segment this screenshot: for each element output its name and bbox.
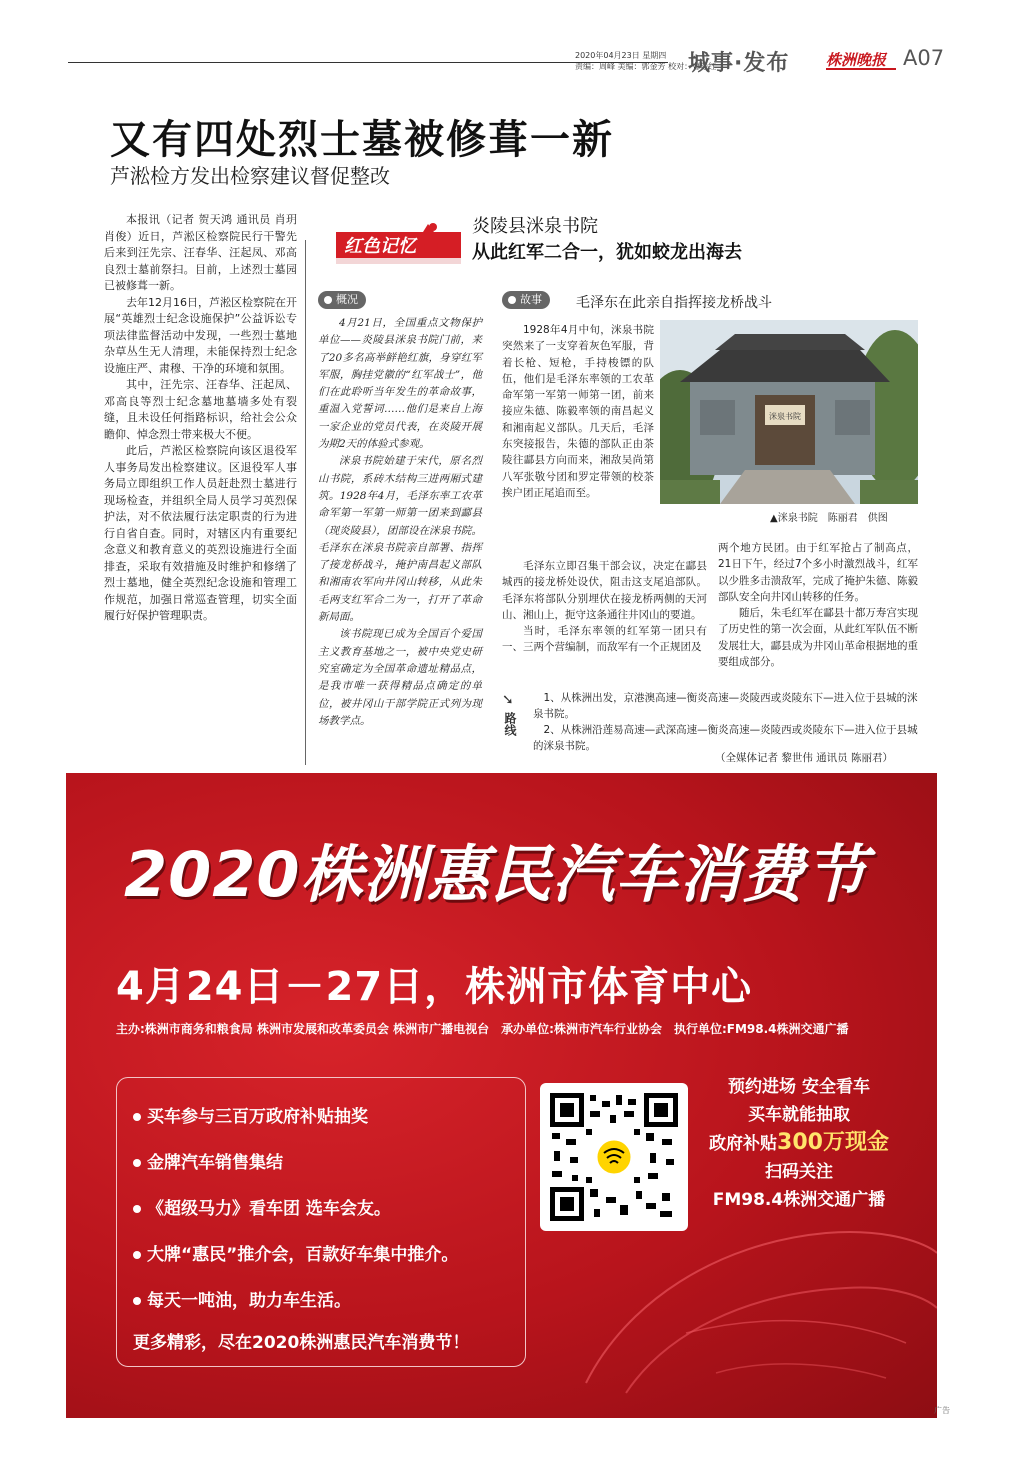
article-paragraph: 去年12月16日，芦淞区检察院在开展“英雄烈士纪念设施保护”公益诉讼专项法律监督活动中发现，一些烈士墓地杂草丛生无人清理，未能保持烈士纪念设施庄严、肃穆、干净的环境和氛围。: [104, 295, 297, 375]
date-line: 2020年04月23日 星期四: [575, 51, 667, 60]
ad-right-block: [684, 1073, 914, 1214]
article-paragraph: 其中，汪先宗、汪春华、汪起凤、邓高良等烈士纪念墓地墓墙多处有裂缝，且未设任何指路标识，给社会公众瞻仰、悼念烈士带来极大不便。: [104, 378, 297, 441]
page-number: A07: [903, 46, 945, 70]
academy-photo: [660, 320, 918, 504]
column-divider: [305, 240, 306, 765]
bullet-icon: [133, 1159, 141, 1167]
overview-paragraph: 4月21日，全国重点文物保护单位——炎陵县洣泉书院门前，来了20多名高举鲜艳红旗，身穿红军军服，胸挂党徽的“红军战士”，他们在此聆听当年发生的革命故事，重温入党誓词……他们是来自上海一家企业的党员代表，在炎陵开展为期2天的体验式参观。: [318, 317, 482, 451]
overview-body: [318, 315, 482, 730]
route-label-text: 路线: [503, 712, 517, 736]
arrow-icon: ➘: [502, 692, 514, 708]
ad-date-place: 4月24日－27日，株洲市体育中心: [116, 964, 753, 1010]
photo-sign: 洣泉书院: [769, 412, 801, 421]
route-line: 2、从株洲沿莲易高速—武深高速—衡炎高速—炎陵西或炎陵东下—进入位于县城的洣泉书院。: [533, 724, 918, 752]
ad-mark: 广告: [934, 1406, 950, 1415]
subheadline: 芦淞检方发出检察建议督促整改: [110, 164, 390, 188]
section-name: 城事·发布: [688, 51, 790, 76]
ad-right-line: 政府补贴300万现金: [709, 1130, 889, 1155]
ad-item: 大牌“惠民”推介会，百款好车集中推介。: [133, 1240, 458, 1265]
ad-right-line: 预约进场 安全看车: [728, 1077, 870, 1097]
route-line: 1、从株洲出发，京港澳高速—衡炎高速—炎陵西或炎陵东下—进入位于县城的洣泉书院。: [533, 692, 918, 720]
route-text: [533, 690, 921, 754]
story-tag: 故事: [502, 291, 550, 309]
ad-right-line: FM98.4株洲交通广播: [712, 1190, 886, 1210]
headline: 又有四处烈士墓被修葺一新: [110, 117, 614, 163]
ad-item: 买车参与三百万政府补贴抽奖: [133, 1102, 368, 1127]
route-label: [502, 692, 526, 752]
story-paragraph: 毛泽东立即召集干部会议，决定在酃县城西的接龙桥处设伏，阻击这支尾追部队。毛泽东将部队分别埋伏在接龙桥两侧的天河山、湘山上，扼守这条通往井冈山的要道。: [502, 560, 707, 621]
ad-hosts: 主办:株洲市商务和粮食局 株洲市发展和改革委员会 株洲市广播电视台 承办单位:株洲市汽车行业协会 执行单位:FM98.4株洲交通广播: [116, 1022, 849, 1036]
feature-credit: （全媒体记者 黎世伟 通讯员 陈丽君）: [715, 752, 894, 764]
story-body-3: [718, 540, 918, 670]
article-paragraph: 本报讯（记者 贺天鸿 通讯员 肖玥 肖俊）近日，芦淞区检察院民行干警先后来到汪先宗、汪春华、汪起凤、邓高良烈士墓前祭扫。目前，上述烈士墓园已被修葺一新。: [104, 213, 297, 292]
story-paragraph: 当时，毛泽东率领的红军第一团只有一、三两个营编制，而敌军有一个正规团及: [502, 625, 707, 654]
ad-item: 金牌汽车销售集结: [133, 1148, 283, 1173]
article-paragraph: 此后，芦淞区检察院向该区退役军人事务局发出检察建议。区退役军人事务局立即组织工作人员赶赴烈士墓进行现场检查，并组织全局人员学习英烈保护法，对不依法履行法定职责的行为进行自省自查。同时，对辖区内有重要纪念意义和教育意义的英烈设施进行全面排查，采取有效措施及时维护和修缮了烈士墓地，健全英烈纪念设施和管理工作规范，加强日常巡查管理，切实全面履行好保护管理职责。: [104, 444, 297, 622]
bullet-icon: [133, 1297, 141, 1305]
ad-more: 更多精彩，尽在2020株洲惠民汽车消费节！: [133, 1333, 470, 1353]
feature-title-line2: 从此红军二合一，犹如蛟龙出海去: [472, 242, 742, 263]
ad-item: 《超级马力》看车团 选车会友。: [133, 1194, 391, 1219]
overview-paragraph: 洣泉书院始建于宋代，原名烈山书院，系砖木结构三进两厢式建筑。1928年4月，毛泽东率工农革命军第一军第一师第一团来到酃县（现炎陵县），团部设在洣泉书院。毛泽东在洣泉书院亲自部署、指挥了接龙桥战斗，掩护南昌起义部队和湘南农军向井冈山转移，从此朱毛两支红军合二为一，打开了革命新局面。: [318, 455, 482, 624]
story-paragraph: 1928年4月中旬，洣泉书院突然来了一支穿着灰色军服，背着长枪、短枪，手持梭镖的队伍，他们是毛泽东率领的工农革命军第一军第一师第一团，前来接应朱德、陈毅率领的南昌起义和湘南起义部队。几天后，毛泽东突接报告，朱德的部队正由茶陵往酃县方向而来，湘敌吴尚第八军张敬兮团和罗定带领的校茶挨户团正尾追而至。: [502, 324, 654, 499]
story-title: 毛泽东在此亲自指挥接龙桥战斗: [576, 295, 772, 311]
story-paragraph: 两个地方民团。由于红军抢占了制高点，21日下午，经过7个多小时激烈战斗，红军以少胜多击溃敌军，完成了掩护朱德、陈毅部队安全向井冈山转移的任务。: [718, 542, 918, 603]
feature-title-line1: 炎陵县洣泉书院: [472, 216, 598, 237]
qr-code[interactable]: [540, 1083, 688, 1231]
ad-highlights-box: [116, 1077, 526, 1367]
car-festival-ad: [66, 773, 937, 1418]
red-memory-badge: [336, 222, 461, 264]
story-paragraph: 随后，朱毛红军在酃县十都万寿宫实现了历史性的第一次会面，从此红军队伍不断发展壮大，酃县成为井冈山革命根据地的重要组成部分。: [718, 607, 918, 669]
ad-right-line: 买车就能抽取: [748, 1105, 850, 1125]
photo-caption: ▲洣泉书院 陈丽君 供图: [770, 513, 888, 524]
bullet-icon: [133, 1113, 141, 1121]
editors-line: 责编：周峰 美编：郭金芳 校对：曹艳红: [575, 62, 717, 71]
overview-paragraph: 该书院现已成为全国百个爱国主义教育基地之一，被中央党史研究室确定为全国革命遗址精品点，是我市唯一获得精品点确定的单位，被井冈山干部学院正式列为现场教学点。: [318, 628, 482, 727]
story-body-2: [502, 558, 707, 656]
article-body: [104, 212, 297, 625]
paper-logo: 株洲晚报: [826, 50, 896, 70]
story-body-1: [502, 322, 654, 501]
ad-item: 每天一吨油，助力车生活。: [133, 1286, 351, 1311]
cash-highlight: 300万现金: [777, 1130, 889, 1155]
feature-title: [472, 214, 742, 266]
ad-right-line: 扫码关注: [765, 1162, 833, 1182]
bullet-icon: [133, 1205, 141, 1213]
ad-title: 2020株洲惠民汽车消费节: [124, 838, 868, 911]
badge-text: 红色记忆: [344, 236, 416, 257]
overview-tag: 概况: [318, 291, 366, 309]
bullet-icon: [133, 1251, 141, 1259]
